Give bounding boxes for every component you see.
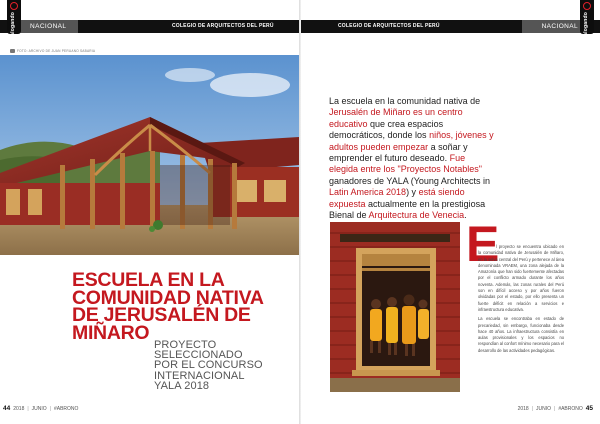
students-photo bbox=[330, 222, 460, 392]
folio-separator: | bbox=[49, 405, 51, 412]
photo-credit-text: FOTO: ARCHIVO DE JUAN PERUANO SABARIA bbox=[17, 49, 96, 53]
folio-issue-right: #ABRONO bbox=[558, 405, 583, 412]
intro-highlight: está siendo expuesta bbox=[329, 187, 465, 209]
intro-text: . bbox=[464, 210, 467, 221]
section-label-right: NACIONAL bbox=[522, 20, 584, 33]
subtitle-line-5: YALA 2018 bbox=[154, 379, 210, 392]
photo-credit bbox=[10, 49, 95, 53]
intro-highlight: Arquitectura de Venecia bbox=[368, 210, 465, 221]
folio-year-right: 2018 bbox=[517, 405, 529, 412]
brand-logo-icon bbox=[10, 2, 18, 10]
folio-right bbox=[518, 405, 593, 412]
intro-highlight: Fue elegida entre los "Proyectos Notables" bbox=[329, 153, 482, 175]
drop-cap: E bbox=[466, 216, 500, 272]
title-line-2: COMUNIDAD NATIVA bbox=[72, 286, 264, 309]
subtitle-line-2: SELECCIONADO bbox=[154, 349, 243, 362]
school-building-illustration bbox=[0, 55, 299, 255]
brand-tab-right bbox=[580, 0, 594, 44]
brand-logo-icon bbox=[583, 2, 591, 10]
body-paragraph-1: l proyecto se encuentra ubicado en la comunidad nativa de Jerusalén de Miñaro, en la selva central del Perú y pertenece al área denominada VRAEM, una zona alejada de la Amazonía que han sido fuertemente afectadas por el conflicto armado durante los años noventa. Además, las zonas rurales del Perú son en difícil acceso y por años fueron olvidadas por el estado, por ello presenta un fuerte déficit en relación a servicios e infraestructura educativa. bbox=[478, 244, 564, 312]
page-number-left: 44 bbox=[3, 405, 11, 412]
spread-gutter bbox=[299, 0, 301, 424]
intro-text: actualmente en la prestigiosa Bienal de bbox=[329, 198, 486, 221]
folio-month-right: JUNIO bbox=[536, 405, 551, 412]
intro-highlight: Jerusalén de Miñaro es un centro educativo bbox=[329, 107, 463, 129]
header-bar-right bbox=[301, 20, 600, 33]
subtitle-line-3: POR EL CONCURSO bbox=[154, 359, 263, 372]
brand-name-right: catalogando bbox=[583, 12, 589, 44]
title-line-1: ESCUELA EN LA bbox=[72, 269, 225, 291]
body-paragraph-2: La escuela se encontraba en estado de precariedad, sin embargo, funcionaba desde hace 40 años. La infraestructura consistía en aulas provisionales y los espacios no respondían al confort mínimo necesario para el desarrollo de las actividades pedagógicas. bbox=[478, 316, 564, 353]
org-label-right: COLEGIO DE ARQUITECTOS DEL PERÚ bbox=[338, 23, 440, 29]
brand-name-left: catalogando bbox=[10, 12, 16, 44]
camera-icon bbox=[10, 49, 15, 53]
subtitle-line-4: INTERNACIONAL bbox=[154, 369, 245, 382]
intro-text: ganadores de YALA (Young Architects in bbox=[329, 175, 490, 186]
folio-separator: | bbox=[554, 405, 556, 412]
school-photo bbox=[0, 55, 299, 255]
title-line-3: DE JERUSALÉN DE bbox=[72, 304, 251, 326]
folio-issue-left: #ABRONO bbox=[53, 405, 79, 412]
subtitle-line-1: PROYECTO bbox=[154, 339, 217, 351]
section-label-left: NACIONAL bbox=[16, 20, 78, 33]
article-subtitle bbox=[154, 340, 294, 391]
org-label-left: COLEGIO DE ARQUITECTOS DEL PERÚ bbox=[172, 23, 274, 29]
intro-text: La escuela en la comunidad nativa de bbox=[329, 96, 481, 106]
folio-month-left: JUNIO bbox=[31, 405, 47, 412]
intro-highlight: niños, jóvenes y adultos pueden empezar bbox=[329, 130, 494, 152]
page-number-right: 45 bbox=[585, 405, 593, 412]
intro-text: ) y bbox=[406, 187, 419, 198]
header-bar-left bbox=[0, 20, 299, 33]
intro-highlight: Latin America 2018 bbox=[329, 187, 407, 198]
folio-separator: | bbox=[531, 405, 533, 412]
title-line-4: MIÑARO bbox=[72, 321, 150, 344]
folio-left bbox=[3, 405, 78, 412]
folio-year-left: 2018 bbox=[13, 405, 25, 412]
article-title bbox=[72, 269, 298, 344]
intro-text: que crea espacios democráticos, donde los bbox=[329, 118, 444, 141]
brand-tab-left bbox=[7, 0, 21, 44]
students-window-illustration bbox=[330, 222, 460, 392]
folio-separator: | bbox=[27, 405, 29, 412]
article-body bbox=[478, 244, 564, 357]
intro-text: a soñar y emprender el futuro deseado. bbox=[329, 141, 468, 164]
intro-paragraph bbox=[329, 96, 495, 221]
